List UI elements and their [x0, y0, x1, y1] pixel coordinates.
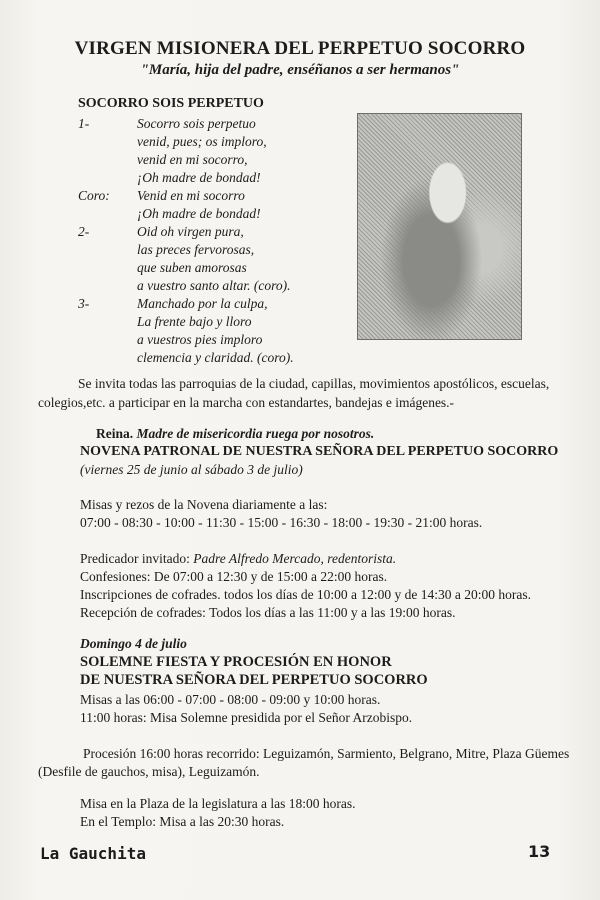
invitation-paragraph: Se invita todas las parroquias de la ciudad, capillas, movimientos apostólicos, escuelas, colegios,etc. a participar en la marcha con estandartes, bandejas e imágenes.-	[38, 376, 550, 410]
stanza-line: ¡Oh madre de bondad!	[137, 170, 261, 185]
hymn-text	[78, 115, 358, 367]
stanza-line: Oid oh virgen pura,	[137, 224, 244, 239]
stanza-label: 1-	[78, 116, 90, 131]
final-misas	[80, 795, 356, 831]
stanza-line: Manchado por la culpa,	[137, 296, 268, 311]
stanza-label: Coro:	[78, 188, 110, 203]
fiesta-title-line-1: SOLEMNE FIESTA Y PROCESIÓN EN HONOR	[80, 654, 392, 670]
stanza-line: venid, pues; os imploro,	[137, 134, 267, 149]
virgin-icon-image	[357, 113, 522, 340]
misas-intro: Misas y rezos de la Novena diariamente a las:	[80, 497, 328, 512]
recepcion-line: Recepción de cofrades: Todos los días a las 11:00 y a las 19:00 horas.	[80, 605, 456, 620]
page-subtitle: "María, hija del padre, enséñanos a ser hermanos"	[140, 62, 460, 78]
stanza-line: ¡Oh madre de bondad!	[137, 206, 261, 221]
domingo-misas-line: Misas a las 06:00 - 07:00 - 08:00 - 09:00 y 10:00 horas.	[80, 692, 381, 707]
domingo-misas	[80, 691, 412, 727]
misa-templo-line: En el Templo: Misa a las 20:30 horas.	[80, 814, 285, 829]
hymn-stanza-2	[78, 223, 358, 295]
misa-plaza-line: Misa en la Plaza de la legislatura a las 18:00 horas.	[80, 796, 356, 811]
fiesta-title-line-2: DE NUESTRA SEÑORA DEL PERPETUO SOCORRO	[80, 672, 428, 688]
stanza-line: venid en mi socorro,	[137, 152, 248, 167]
misas-times: 07:00 - 08:30 - 10:00 - 11:30 - 15:00 - 16:30 - 18:00 - 19:30 - 21:00 horas.	[80, 515, 483, 530]
page-number: 13	[528, 842, 551, 861]
hymn-title: SOCORRO SOIS PERPETUO	[78, 96, 264, 111]
novena-dates: (viernes 25 de junio al sábado 3 de julio)	[80, 462, 303, 477]
stanza-line: Venid en mi socorro	[137, 188, 245, 203]
hymn-stanza-1	[78, 115, 358, 187]
publication-name: La Gauchita	[40, 844, 146, 863]
reina-line	[96, 426, 374, 442]
misa-solemne-line: 11:00 horas: Misa Solemne presidida por el Señor Arzobispo.	[80, 710, 413, 725]
stanza-line: a vuestro santo altar. (coro).	[137, 278, 291, 293]
stanza-label: 3-	[78, 296, 90, 311]
stanza-line: clemencia y claridad. (coro).	[137, 350, 294, 365]
hymn-chorus	[78, 187, 358, 223]
domingo-date: Domingo 4 de julio	[80, 636, 187, 651]
predicador-label: Predicador invitado:	[80, 551, 190, 566]
predicador-line	[80, 550, 531, 568]
fiesta-title	[80, 653, 428, 689]
stanza-line: Socorro sois perpetuo	[137, 116, 256, 131]
reina-text: Madre de misericordia ruega por nosotros.	[136, 426, 375, 441]
stanza-label: 2-	[78, 224, 90, 239]
procesion-paragraph: Procesión 16:00 horas recorrido: Leguizamón, Sarmiento, Belgrano, Mitre, Plaza Güemes (Desfile de gauchos, misa), Leguizamón.	[38, 746, 570, 779]
novena-title: NOVENA PATRONAL DE NUESTRA SEÑORA DEL PERPETUO SOCORRO	[80, 444, 559, 459]
reina-lead: Reina.	[96, 426, 134, 441]
confesiones-line: Confesiones: De 07:00 a 12:30 y de 15:00 a 22:00 horas.	[80, 569, 388, 584]
inscripciones-line: Inscripciones de cofrades. todos los días de 10:00 a 12:00 y de 14:30 a 20:00 horas.	[80, 587, 532, 602]
stanza-line: las preces fervorosas,	[137, 242, 255, 257]
stanza-line: a vuestros pies imploro	[137, 332, 263, 347]
stanza-line: que suben amorosas	[137, 260, 247, 275]
page-title: VIRGEN MISIONERA DEL PERPETUO SOCORRO	[74, 38, 526, 59]
hymn-stanza-3	[78, 295, 358, 367]
predicador-name: Padre Alfredo Mercado, redentorista.	[193, 551, 397, 566]
novena-info	[80, 550, 531, 622]
stanza-line: La frente bajo y lloro	[137, 314, 252, 329]
